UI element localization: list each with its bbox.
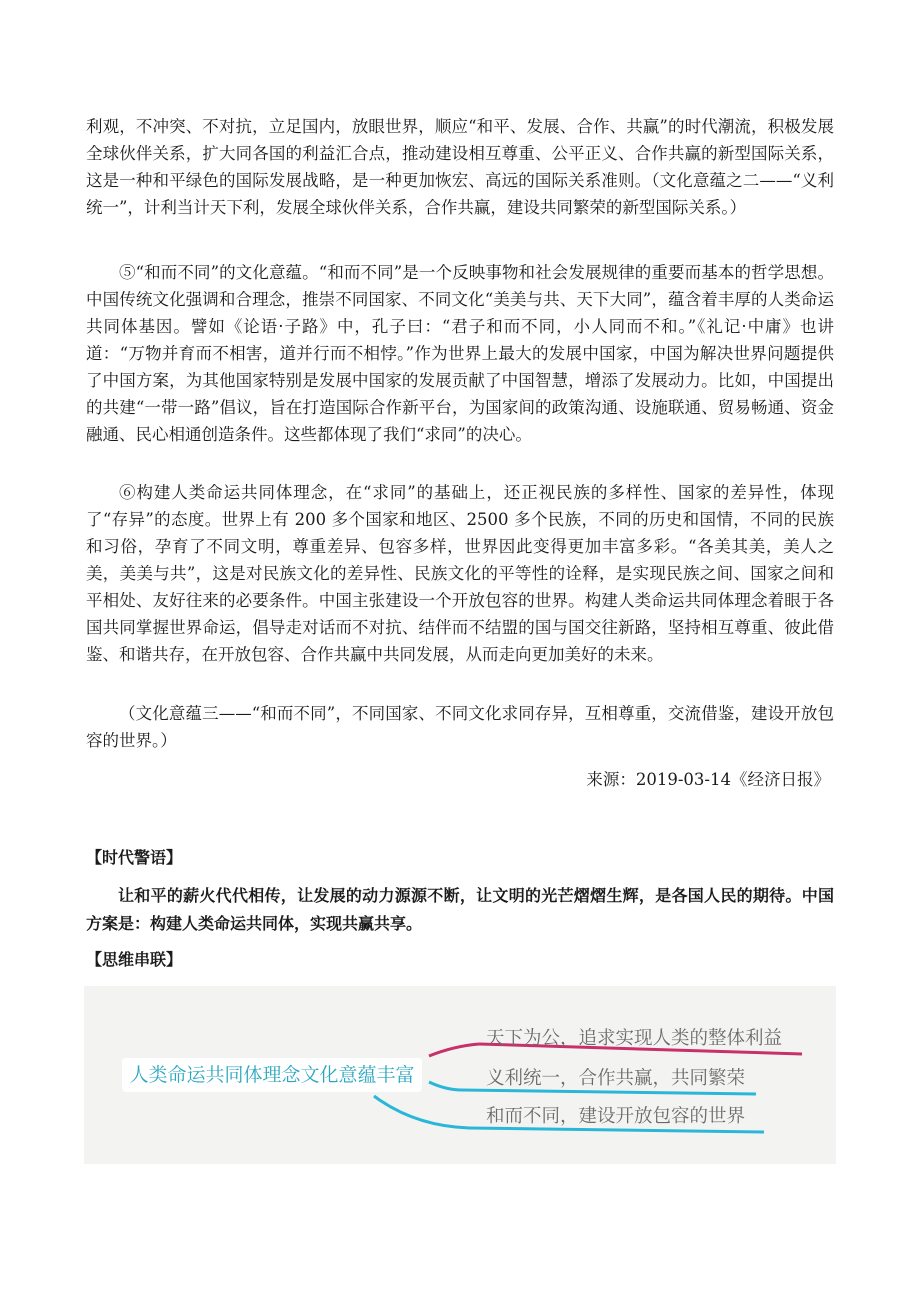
section-heading-thinking-link: 【思维串联】	[86, 950, 183, 969]
mind-map-branch-1: 天下为公，追求实现人类的整体利益	[486, 1028, 783, 1049]
underline-branch-3	[469, 1128, 764, 1132]
mind-map-branch-3: 和而不同，建设开放包容的世界	[486, 1106, 746, 1127]
mind-map	[84, 986, 836, 1164]
connector-branch-2	[429, 1082, 462, 1090]
mind-map-root-node: 人类命运共同体理念文化意蕴丰富	[122, 1058, 422, 1092]
paragraph-continuation: 利观，不冲突、不对抗，立足国内，放眼世界，顺应“和平、发展、合作、共赢”的时代潮流，积极发展全球伙伴关系，扩大同各国的利益汇合点，推动建设相互尊重、公平正义、合作共赢的新型国际关系，这是一种和平绿色的国际发展战略，是一种更加恢宏、高远的国际关系准则。（文化意蕴之二——“义利统一”，计利当计天下利，发展全球伙伴关系，合作共赢，建设共同繁荣的新型国际关系。）	[86, 117, 834, 217]
connector-branch-1	[429, 1044, 479, 1056]
underline-branch-2	[462, 1090, 756, 1094]
era-warning-text: 让和平的薪火代代相传，让发展的动力源源不断，让文明的光芒熠熠生辉，是各国人民的期待。中国方案是：构建人类命运共同体，实现共赢共享。	[86, 886, 834, 933]
paragraph-summary-3: （文化意蕴三——“和而不同”，不同国家、不同文化求同存异，互相尊重，交流借鉴，建设开放包容的世界。）	[86, 704, 834, 750]
section-heading-era-warning: 【时代警语】	[86, 848, 183, 867]
connector-branch-3	[374, 1096, 469, 1128]
source-line: 来源：2019-03-14《经济日报》	[586, 770, 830, 789]
paragraph-6: ⑥构建人类命运共同体理念，在“求同”的基础上，还正视民族的多样性、国家的差异性，体现了“存异”的态度。世界上有 200 多个国家和地区、2500 多个民族，不同的历史和国情，不同的民族和习俗，孕育了不同文明，尊重差异、包容多样，世界因此变得更加丰富多彩。“各美其美，美人之美，美美与共”，这是对民族文化的差异性、民族文化的平等性的诠释，是实现民族之间、国家之间和平相处、友好往来的必要条件。中国主张建设一个开放包容的世界。构建人类命运共同体理念着眼于各国共同掌握世界命运，倡导走对话而不对抗、结伴而不结盟的国与国交往新路，坚持相互尊重、彼此借鉴、和谐共存，在开放包容、合作共赢中共同发展，从而走向更加美好的未来。	[86, 483, 834, 664]
paragraph-5: ⑤“和而不同”的文化意蕴。“和而不同”是一个反映事物和社会发展规律的重要而基本的哲学思想。中国传统文化强调和合理念，推崇不同国家、不同文化“美美与共、天下大同”，蕴含着丰厚的人类命运共同体基因。譬如《论语·子路》中，孔子曰：“君子和而不同，小人同而不和。”《礼记·中庸》也讲道：“万物并育而不相害，道并行而不相悖。”作为世界上最大的发展中国家，中国为解决世界问题提供了中国方案，为其他国家特别是发展中国家的发展贡献了中国智慧，增添了发展动力。比如，中国提出的共建“一带一路”倡议，旨在打造国际合作新平台，为国家间的政策沟通、设施联通、贸易畅通、资金融通、民心相通创造条件。这些都体现了我们“求同”的决心。	[86, 263, 834, 444]
mind-map-branch-2: 义利统一，合作共赢，共同繁荣	[486, 1068, 746, 1089]
